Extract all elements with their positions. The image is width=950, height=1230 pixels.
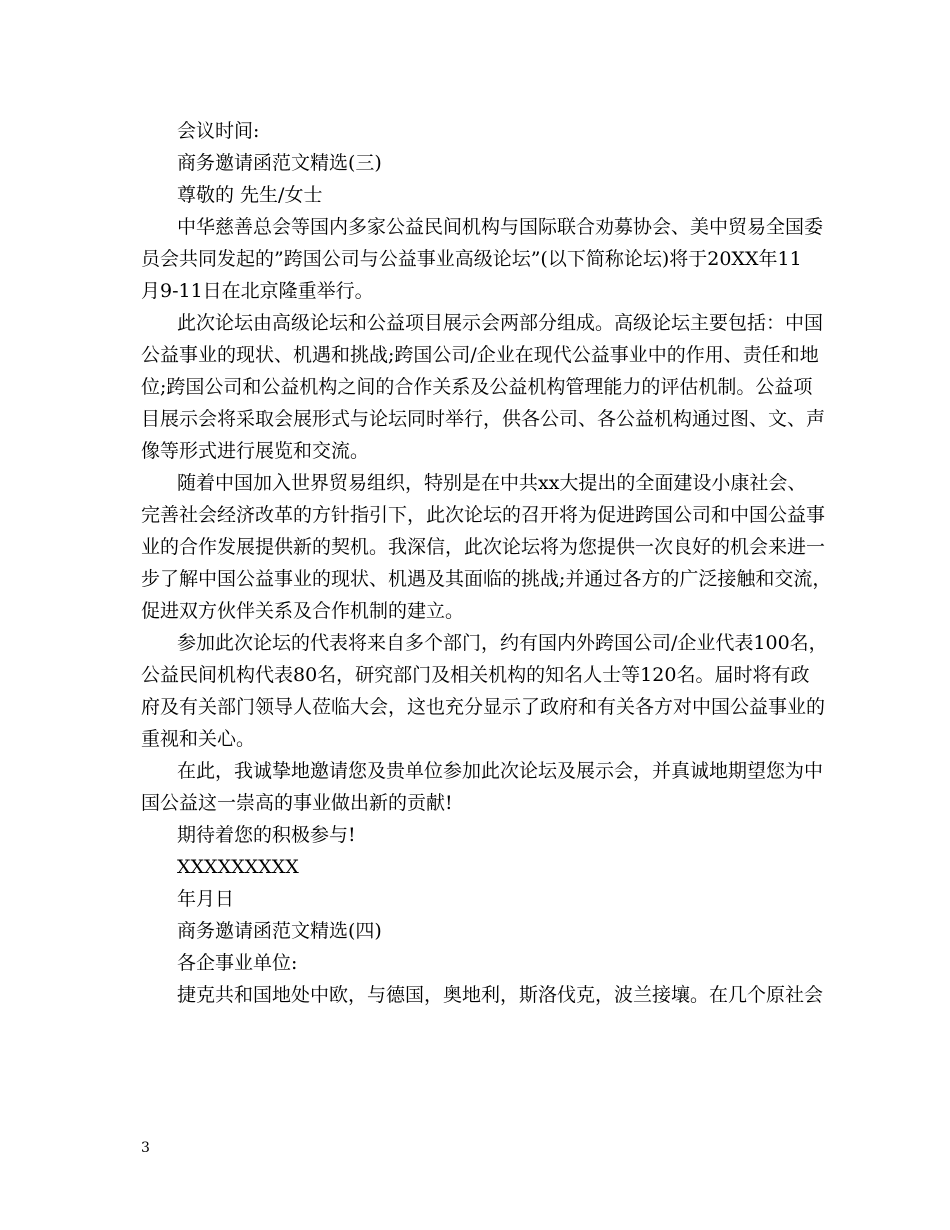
salutation-line: 尊敬的 先生/女士 (177, 184, 323, 206)
document-body (141, 115, 832, 1011)
paragraph-row: 业的合作发展提供新的契机。我深信，此次论坛将为您提供一次良好的机会来进一 (141, 536, 826, 558)
paragraph-row: 促进双方伙伴关系及合作机制的建立。 (141, 600, 465, 622)
paragraph-row: 随着中国加入世界贸易组织，特别是在中共xx大提出的全面建设小康社会、 (177, 472, 807, 494)
paragraph-row: 此次论坛由高级论坛和公益项目展示会两部分组成。高级论坛主要包括：中国 (177, 312, 824, 334)
meeting-time-line: 会议时间: (177, 120, 260, 142)
paragraph-row: 完善社会经济改革的方针指引下，此次论坛的召开将为促进跨国公司和中国公益事 (141, 504, 826, 526)
paragraph-row: 像等形式进行展览和交流。 (141, 440, 370, 462)
paragraph-row: 位;跨国公司和公益机构之间的合作关系及公益机构管理能力的评估机制。公益项 (141, 376, 813, 398)
paragraph-row: 公益民间机构代表80名，研究部门及相关机构的知名人士等120名。届时将有政 (141, 664, 810, 686)
date-line: 年月日 (177, 888, 235, 910)
paragraph-invitation (141, 755, 824, 819)
paragraph-row: 员会共同发起的”跨国公司与公益事业高级论坛”(以下简称论坛)将于20XX年11 (141, 248, 802, 270)
paragraph-row: 月9-11日在北京隆重举行。 (141, 280, 374, 302)
paragraph-row: 目展示会将采取会展形式与论坛同时举行，供各公司、各公益机构通过图、文、声 (141, 408, 826, 430)
recipient-line: 各企事业单位: (177, 952, 298, 974)
signature-line: XXXXXXXXX (177, 856, 299, 878)
paragraph-participants (141, 627, 828, 755)
closing-expectation: 期待着您的积极参与! (177, 824, 356, 846)
paragraph-row: 步了解中国公益事业的现状、机遇及其面临的挑战;并通过各方的广泛接触和交流， (141, 568, 832, 590)
paragraph-forum-intro (141, 211, 824, 307)
section-heading-3: 商务邀请函范文精选(三) (177, 152, 382, 174)
paragraph-row: 中华慈善总会等国内多家公益民间机构与国际联合劝募协会、美中贸易全国委 (177, 216, 824, 238)
section-heading-4: 商务邀请函范文精选(四) (177, 920, 382, 942)
paragraph-row: 重视和关心。 (141, 728, 256, 750)
paragraph-row: 在此，我诚挚地邀请您及贵单位参加此次论坛及展示会，并真诚地期望您为中 (177, 760, 824, 782)
czech-intro-line: 捷克共和国地处中欧，与德国，奥地利，斯洛伐克，波兰接壤。在几个原社会 (177, 984, 824, 1006)
paragraph-forum-structure (141, 307, 826, 467)
page-number: 3 (141, 1140, 150, 1156)
paragraph-background (141, 467, 832, 627)
paragraph-row: 府及有关部门领导人莅临大会，这也充分显示了政府和有关各方对中国公益事业的 (141, 696, 826, 718)
paragraph-row: 国公益这一崇高的事业做出新的贡献! (141, 792, 453, 814)
paragraph-row: 参加此次论坛的代表将来自多个部门，约有国内外跨国公司/企业代表100名， (177, 632, 828, 654)
paragraph-row: 公益事业的现状、机遇和挑战;跨国公司/企业在现代公益事业中的作用、责任和地 (141, 344, 819, 366)
